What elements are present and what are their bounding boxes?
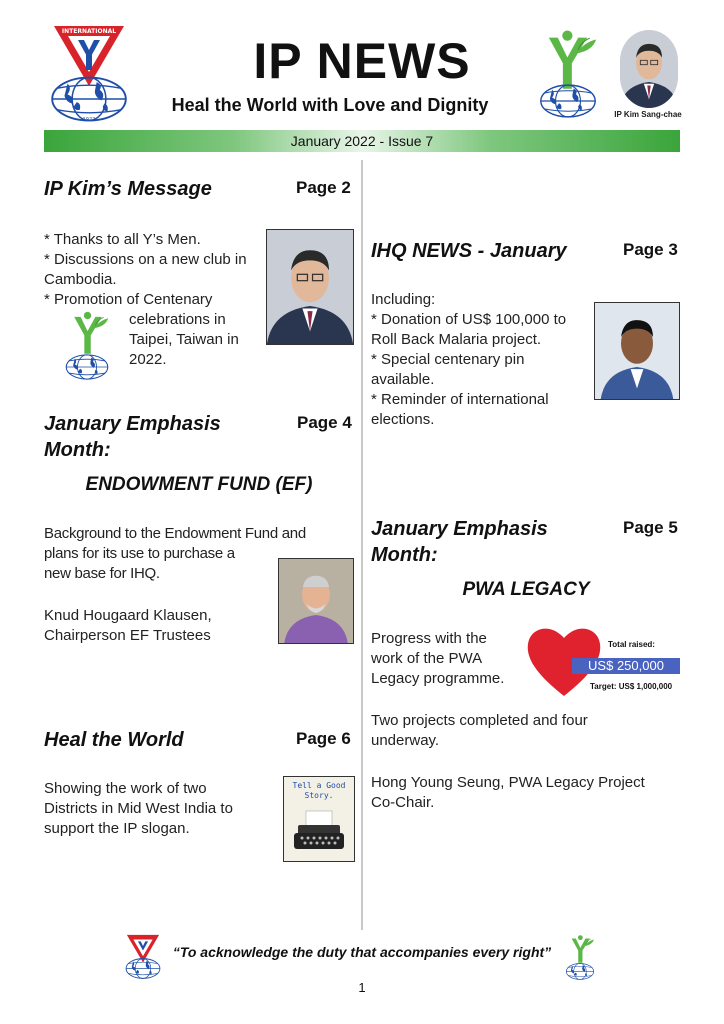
- typewriter-icon: [284, 777, 354, 861]
- logo-arc-text: INTERNATIONAL: [61, 28, 117, 35]
- y-leaf-logo-small: [56, 310, 118, 380]
- page-number: 1: [358, 980, 366, 995]
- logo-year: 1922: [82, 117, 96, 123]
- ef-heading: ENDOWMENT FUND (EF): [85, 474, 313, 495]
- pwa-target: Target: US$ 1,000,000: [590, 682, 673, 691]
- column-divider: [361, 160, 363, 930]
- pwa-heading: PWA LEGACY: [462, 579, 590, 600]
- ihq-photo: [594, 302, 680, 400]
- kim-section-title: IP Kim’s Message: [44, 178, 212, 200]
- heal-text: Showing the work of two Districts in Mid West India to support the IP slogan.: [44, 780, 233, 837]
- ihq-section-title: IHQ NEWS - January: [371, 240, 567, 262]
- typewriter-caption-l1: Tell a Good: [292, 781, 346, 790]
- pwa-page-ref: Page 5: [623, 518, 678, 537]
- pwa-status-text: Two projects completed and four underway.: [371, 712, 588, 749]
- footer-right-logo: [559, 934, 601, 980]
- portrait-caption: IP Kim Sang-chae: [614, 110, 682, 119]
- pwa-author-text: Hong Young Seung, PWA Legacy Project Co-Chair.: [371, 774, 645, 811]
- ef-section-title: January Emphasis Month:: [44, 413, 221, 461]
- issue-bar: January 2022 - Issue 7: [44, 130, 680, 152]
- pwa-fundraising-graphic: [526, 622, 686, 702]
- kim-text-continued: celebrations in Taipei, Taiwan in 2022.: [129, 311, 239, 368]
- ef-photo: [278, 558, 354, 644]
- newsletter-tagline: Heal the World with Love and Dignity: [171, 95, 489, 115]
- footer-quote: “To acknowledge the duty that accompanies every right”: [172, 944, 552, 960]
- kim-page-ref: Page 2: [296, 178, 351, 197]
- newsletter-title: IP NEWS: [253, 33, 471, 89]
- ef-author: Knud Hougaard Klausen, Chairperson EF Trustees: [44, 607, 212, 644]
- heal-page-ref: Page 6: [296, 729, 351, 748]
- ef-page-ref: Page 4: [297, 413, 352, 432]
- pwa-amount: US$ 250,000: [588, 658, 664, 673]
- typewriter-caption-l2: Story.: [304, 791, 334, 800]
- ihq-text: Including: * Donation of US$ 100,000 to Roll Back Malaria project. * Special centenary pin available. * Reminder of international elections.: [371, 291, 567, 428]
- ihq-page-ref: Page 3: [623, 240, 678, 259]
- kim-photo: [266, 229, 354, 345]
- pwa-total-label: Total raised:: [608, 640, 655, 649]
- pwa-text: Progress with the work of the PWA Legacy programme.: [371, 630, 505, 687]
- pwa-section-title: January Emphasis Month:: [371, 518, 548, 566]
- kim-text: * Thanks to all Y’s Men. * Discussions on a new club in Cambodia. * Promotion of Centenary: [44, 231, 247, 308]
- ef-text: Background to the Endowment Fund and plans for its use to purchase a new base for IHQ.: [44, 525, 306, 582]
- typewriter-image: [283, 776, 355, 862]
- ip-kim-portrait: [620, 30, 678, 108]
- y-leaf-globe-logo: [528, 28, 608, 120]
- heal-section-title: Heal the World: [44, 729, 184, 751]
